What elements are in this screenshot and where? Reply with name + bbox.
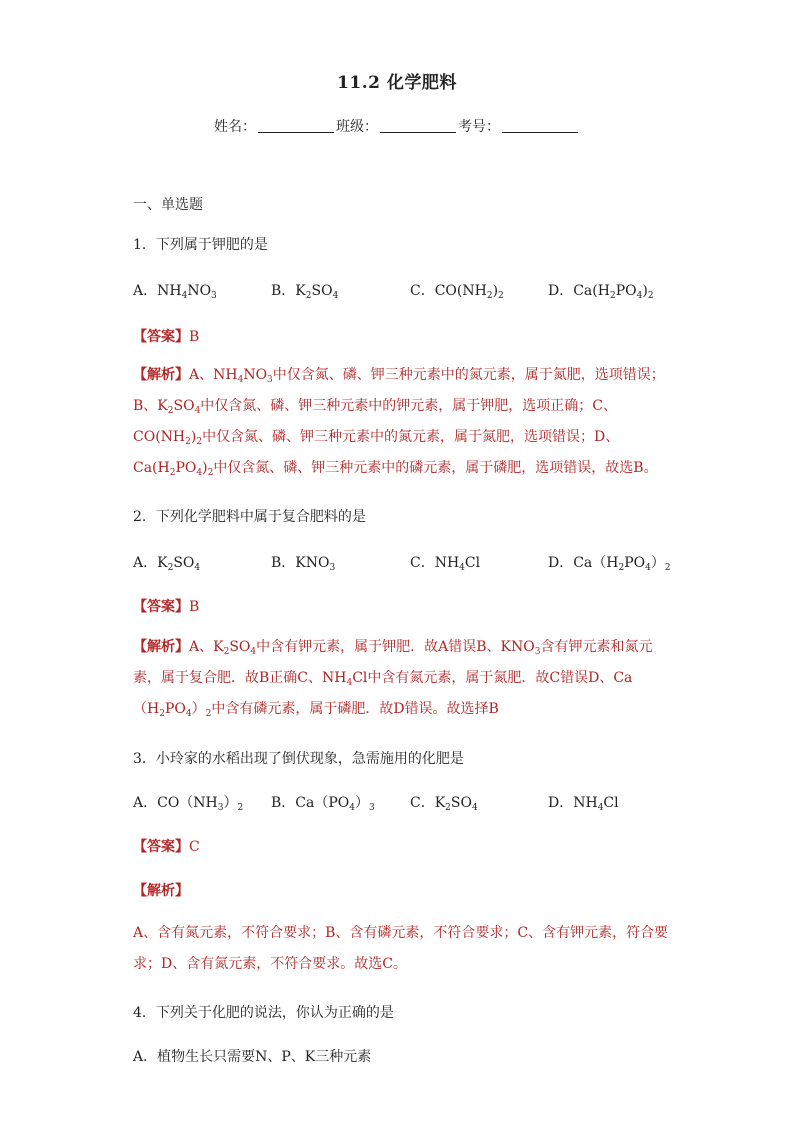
question-4-stem: 4．下列关于化肥的说法，你认为正确的是 — [133, 1005, 394, 1021]
page-title: 11.2 化学肥料 — [337, 73, 457, 93]
exam-label: 考号： — [458, 119, 500, 135]
q2-option-d: D．$Ca(H_2PO_4)_2$ — [548, 555, 671, 573]
q4-option-a: A．植物生长只需要N、P、K三种元素 — [133, 1049, 372, 1065]
q3-option-b: B．$Ca(PO_4)_3$ — [271, 795, 375, 813]
answer-tag: 【答案】 — [133, 599, 189, 615]
q2-option-c: C．$NH_4Cl$ — [410, 555, 481, 573]
q3-answer — [133, 836, 200, 856]
q1-analysis: 【解析】A、$NH_4NO_3$中仅含氮、磷、钾三种元素中的氮元素，属于氮肥，选项错误；B、$K_2SO_4$中仅含氮、磷、钾三种元素中的钾元素，属于钾肥，选项正确；C、$CO(NH_2)_2$中仅含氮、磷、钾三种元素中的氮元素，属于氮肥，选项错误；D、$Ca(H_2PO_4)_2$中仅含氮、磷、钾三种元素中的磷元素，属于磷肥，选项错误，故选B。 — [133, 367, 665, 478]
q3-analysis-tag — [133, 880, 189, 900]
analysis-tag: 【解析】 — [133, 639, 189, 655]
q3-option-d: D．$NH_4Cl$ — [548, 795, 619, 813]
exam-blank[interactable] — [502, 118, 578, 133]
name-label: 姓名： — [214, 119, 256, 135]
question-1-stem: 1．下列属于钾肥的是 — [133, 237, 268, 253]
answer-value: B — [189, 599, 200, 615]
q2-option-b: B．$KNO_3$ — [271, 555, 336, 573]
question-3-stem: 3．小玲家的水稻出现了倒伏现象，急需施用的化肥是 — [133, 751, 464, 767]
answer-value: B — [189, 329, 200, 345]
q2-analysis: 【解析】A、$K_2SO_4$中含有钾元素，属于钾肥．故A错误B、$KNO_3$含有钾元素和氮元素，属于复合肥．故B正确C、$NH_4Cl$中含有氮元素，属于氮肥．故C错误D、$Ca(H_2PO_4)_2$中含有磷元素，属于磷肥．故D错误。故选择B — [133, 639, 653, 719]
answer-value: C — [189, 839, 200, 855]
analysis-tag: 【解析】 — [133, 883, 189, 899]
name-blank[interactable] — [258, 118, 334, 133]
question-2-stem: 2．下列化学肥料中属于复合肥料的是 — [133, 509, 366, 525]
answer-tag: 【答案】 — [133, 839, 189, 855]
answer-tag: 【答案】 — [133, 329, 189, 345]
q2-option-a: A．$K_2SO_4$ — [133, 555, 201, 573]
analysis-tag: 【解析】 — [133, 367, 189, 383]
student-info-line — [0, 116, 794, 136]
q3-option-c: C．$K_2SO_4$ — [410, 795, 478, 813]
class-blank[interactable] — [380, 118, 456, 133]
q1-answer — [133, 326, 199, 346]
class-label: 班级： — [336, 119, 378, 135]
q2-answer — [133, 596, 199, 616]
q1-option-c: C．$CO(NH_2)_2$ — [410, 283, 504, 301]
q1-option-a: A．$NH_4NO_3$ — [133, 283, 217, 301]
q3-analysis: A、含有氮元素，不符合要求；B、含有磷元素，不符合要求；C、含有钾元素，符合要求；D、含有氮元素，不符合要求。故选C。 — [133, 925, 669, 972]
q3-option-a: A．$CO(NH_3)_2$ — [133, 795, 244, 813]
q1-option-d: D．$Ca(H_2PO_4)_2$ — [548, 283, 654, 301]
section-heading: 一、单选题 — [133, 197, 203, 213]
q1-option-b: B．$K_2SO_4$ — [271, 283, 339, 301]
